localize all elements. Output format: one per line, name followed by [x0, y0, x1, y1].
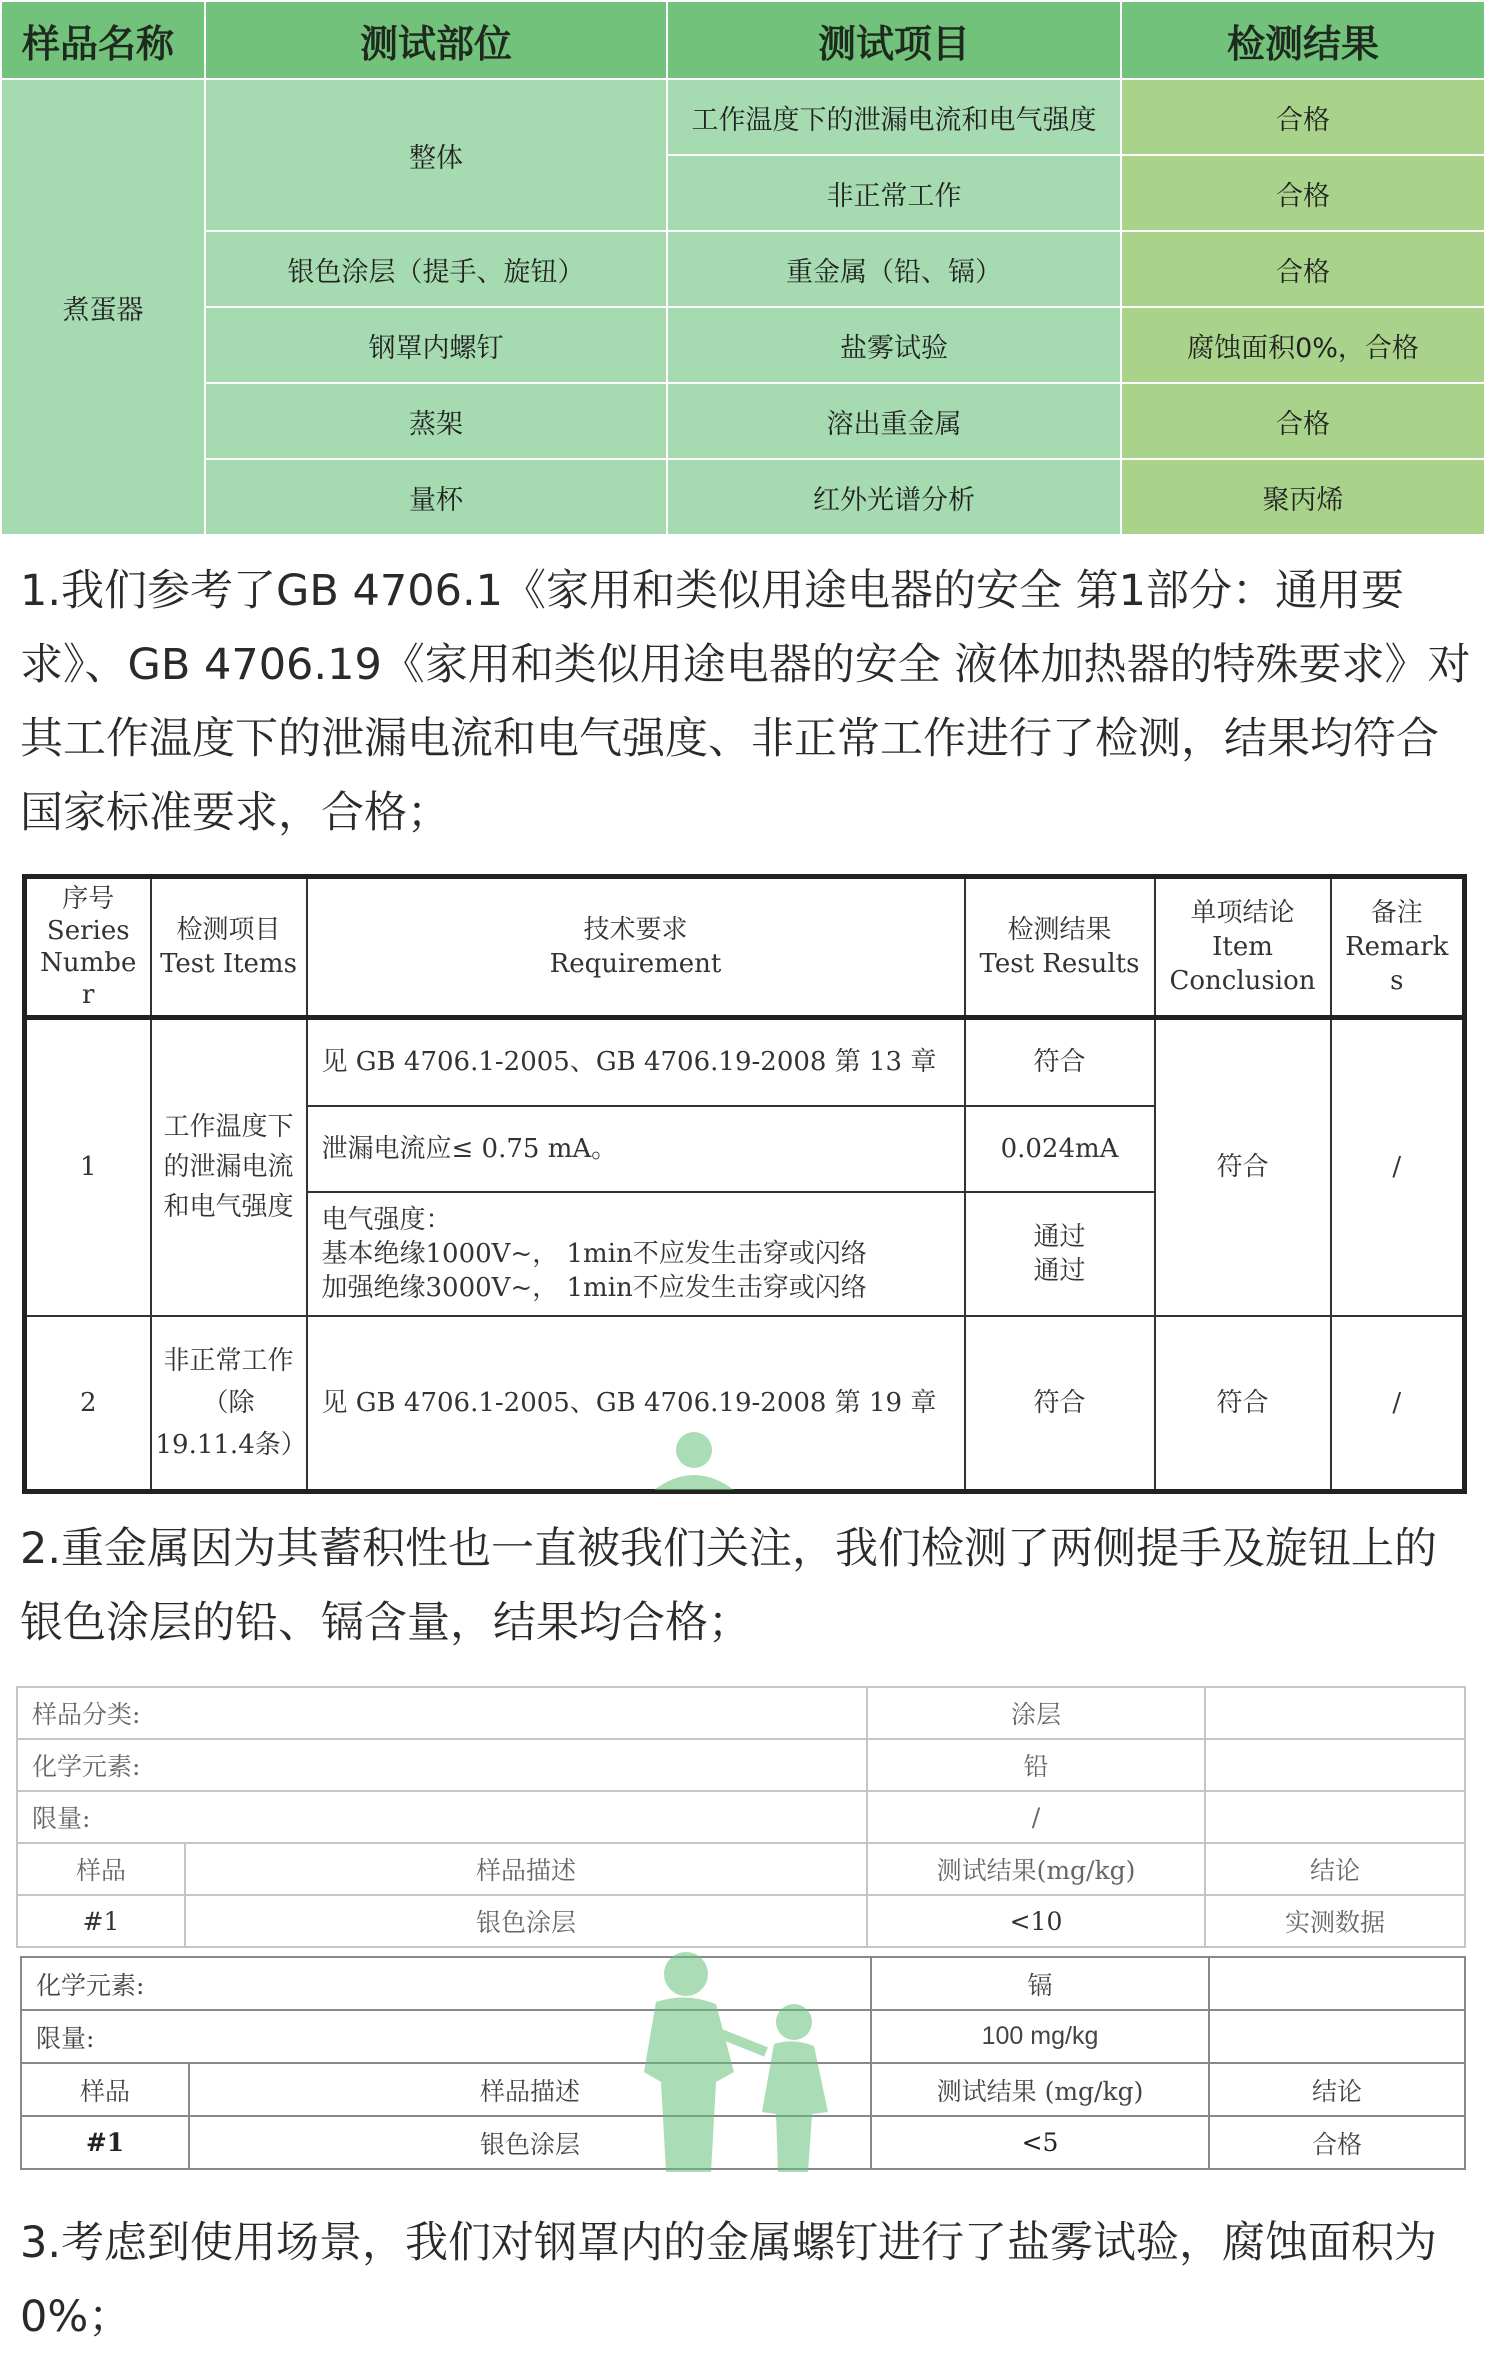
category-label: 样品分类: — [17, 1687, 867, 1739]
sample-id: #1 — [17, 1895, 185, 1947]
report-remark: / — [1331, 1018, 1465, 1316]
paragraph-2: 2.重金属因为其蓄积性也一直被我们关注，我们检测了两侧提手及旋钮上的银色涂层的铅、镉含量，结果均合格； — [20, 1524, 1438, 1648]
result-cell: 聚丙烯 — [1121, 459, 1485, 535]
report-header-items: 检测项目 Test Items — [151, 877, 307, 1018]
sample-description: 银色涂层 — [189, 2116, 871, 2169]
col-conclusion: 结论 — [1205, 1843, 1465, 1895]
report-conclusion: 符合 — [1155, 1018, 1331, 1316]
report-result: 符合 — [965, 1018, 1155, 1106]
element-label: 化学元素: — [21, 1957, 871, 2010]
col-description: 样品描述 — [189, 2063, 871, 2116]
item-cell: 工作温度下的泄漏电流和电气强度 — [667, 79, 1121, 155]
report-header-results: 检测结果 Test Results — [965, 877, 1155, 1018]
sample-id: #1 — [21, 2116, 189, 2169]
report-result-electric — [965, 1192, 1155, 1316]
lead-result-table — [16, 1686, 1466, 1948]
col-result: 测试结果(mg/kg) — [867, 1843, 1205, 1895]
header-sample-name: 样品名称 — [1, 1, 205, 79]
report-header-remarks: 备注 Remark s — [1331, 877, 1465, 1018]
part-cell: 蒸架 — [205, 383, 667, 459]
report-requirement-electric — [307, 1192, 965, 1316]
report-row-item: 工作温度下的泄漏电流和电气强度 — [151, 1018, 307, 1316]
header-test-part: 测试部位 — [205, 1, 667, 79]
header-test-result: 检测结果 — [1121, 1, 1485, 79]
limit-label: 限量: — [21, 2010, 871, 2063]
report-requirement: 见 GB 4706.1-2005、GB 4706.19-2008 第 13 章 — [307, 1018, 965, 1106]
col-conclusion: 结论 — [1209, 2063, 1465, 2116]
result-cell: 合格 — [1121, 383, 1485, 459]
paragraph-3: 3.考虑到使用场景，我们对钢罩内的金属螺钉进行了盐雾试验，腐蚀面积为0%； — [20, 2218, 1438, 2342]
family-silhouette-watermark — [616, 1952, 866, 2172]
element-value: 镉 — [871, 1957, 1209, 2010]
report-remark: / — [1331, 1316, 1465, 1492]
report-result: 符合 — [965, 1316, 1155, 1492]
empty-cell — [1205, 1687, 1465, 1739]
part-cell: 量杯 — [205, 459, 667, 535]
paragraph-1: 1.我们参考了GB 4706.1《家用和类似用途电器的安全 第1部分：通用要求》、GB 4706.19《家用和类似用途电器的安全 液体加热器的特殊要求》对其工作温度下的泄漏电流和电气强度、非正常工作进行了检测，结果均符合国家标准要求，合格； — [20, 566, 1471, 838]
col-description: 样品描述 — [185, 1843, 867, 1895]
part-cell: 钢罩内螺钉 — [205, 307, 667, 383]
summary-table — [0, 0, 1486, 536]
category-value: 涂层 — [867, 1687, 1205, 1739]
result-line: 通过 — [1033, 1255, 1086, 1286]
result-cell: 腐蚀面积0%，合格 — [1121, 307, 1485, 383]
col-result: 测试结果 (mg/kg) — [871, 2063, 1209, 2116]
req-line: 基本绝缘1000V~， 1min不应发生击穿或闪络 — [321, 1238, 867, 1269]
empty-cell — [1205, 1739, 1465, 1791]
result-cell: 合格 — [1121, 155, 1485, 231]
item-cell: 盐雾试验 — [667, 307, 1121, 383]
limit-label: 限量: — [17, 1791, 867, 1843]
item-cell: 溶出重金属 — [667, 383, 1121, 459]
limit-value: / — [867, 1791, 1205, 1843]
sample-result: <5 — [871, 2116, 1209, 2169]
empty-cell — [1205, 1791, 1465, 1843]
part-cell: 银色涂层（提手、旋钮） — [205, 231, 667, 307]
result-line: 通过 — [1033, 1221, 1086, 1252]
empty-cell — [1209, 2010, 1465, 2063]
col-sample: 样品 — [21, 2063, 189, 2116]
empty-cell — [1209, 1957, 1465, 2010]
report-table — [22, 874, 1467, 1494]
person-silhouette-watermark — [644, 1430, 744, 1490]
report-header-conclusion: 单项结论 Item Conclusion — [1155, 877, 1331, 1018]
element-value: 铅 — [867, 1739, 1205, 1791]
sample-description: 银色涂层 — [185, 1895, 867, 1947]
item-cell: 非正常工作 — [667, 155, 1121, 231]
sample-result: <10 — [867, 1895, 1205, 1947]
req-line: 电气强度： — [321, 1204, 452, 1235]
item-cell: 红外光谱分析 — [667, 459, 1121, 535]
report-requirement: 见 GB 4706.1-2005、GB 4706.19-2008 第 19 章 — [307, 1316, 965, 1492]
item-cell: 重金属（铅、镉） — [667, 231, 1121, 307]
report-requirement: 泄漏电流应≤ 0.75 mA。 — [307, 1106, 965, 1192]
report-row-number: 1 — [25, 1018, 151, 1316]
result-cell: 合格 — [1121, 79, 1485, 155]
part-cell: 整体 — [205, 79, 667, 231]
report-result: 0.024mA — [965, 1106, 1155, 1192]
sample-conclusion: 合格 — [1209, 2116, 1465, 2169]
col-sample: 样品 — [17, 1843, 185, 1895]
sample-name-cell: 煮蛋器 — [1, 79, 205, 535]
report-header-series: 序号 Series Numbe r — [25, 877, 151, 1018]
result-cell: 合格 — [1121, 231, 1485, 307]
report-row-item: 非正常工作（除19.11.4条） — [151, 1316, 307, 1492]
element-label: 化学元素: — [17, 1739, 867, 1791]
report-header-requirement: 技术要求 Requirement — [307, 877, 965, 1018]
limit-value: 100 mg/kg — [871, 2010, 1209, 2063]
req-line: 加强绝缘3000V~， 1min不应发生击穿或闪络 — [321, 1272, 867, 1303]
report-row-number: 2 — [25, 1316, 151, 1492]
sample-conclusion: 实测数据 — [1205, 1895, 1465, 1947]
report-conclusion: 符合 — [1155, 1316, 1331, 1492]
header-test-item: 测试项目 — [667, 1, 1121, 79]
